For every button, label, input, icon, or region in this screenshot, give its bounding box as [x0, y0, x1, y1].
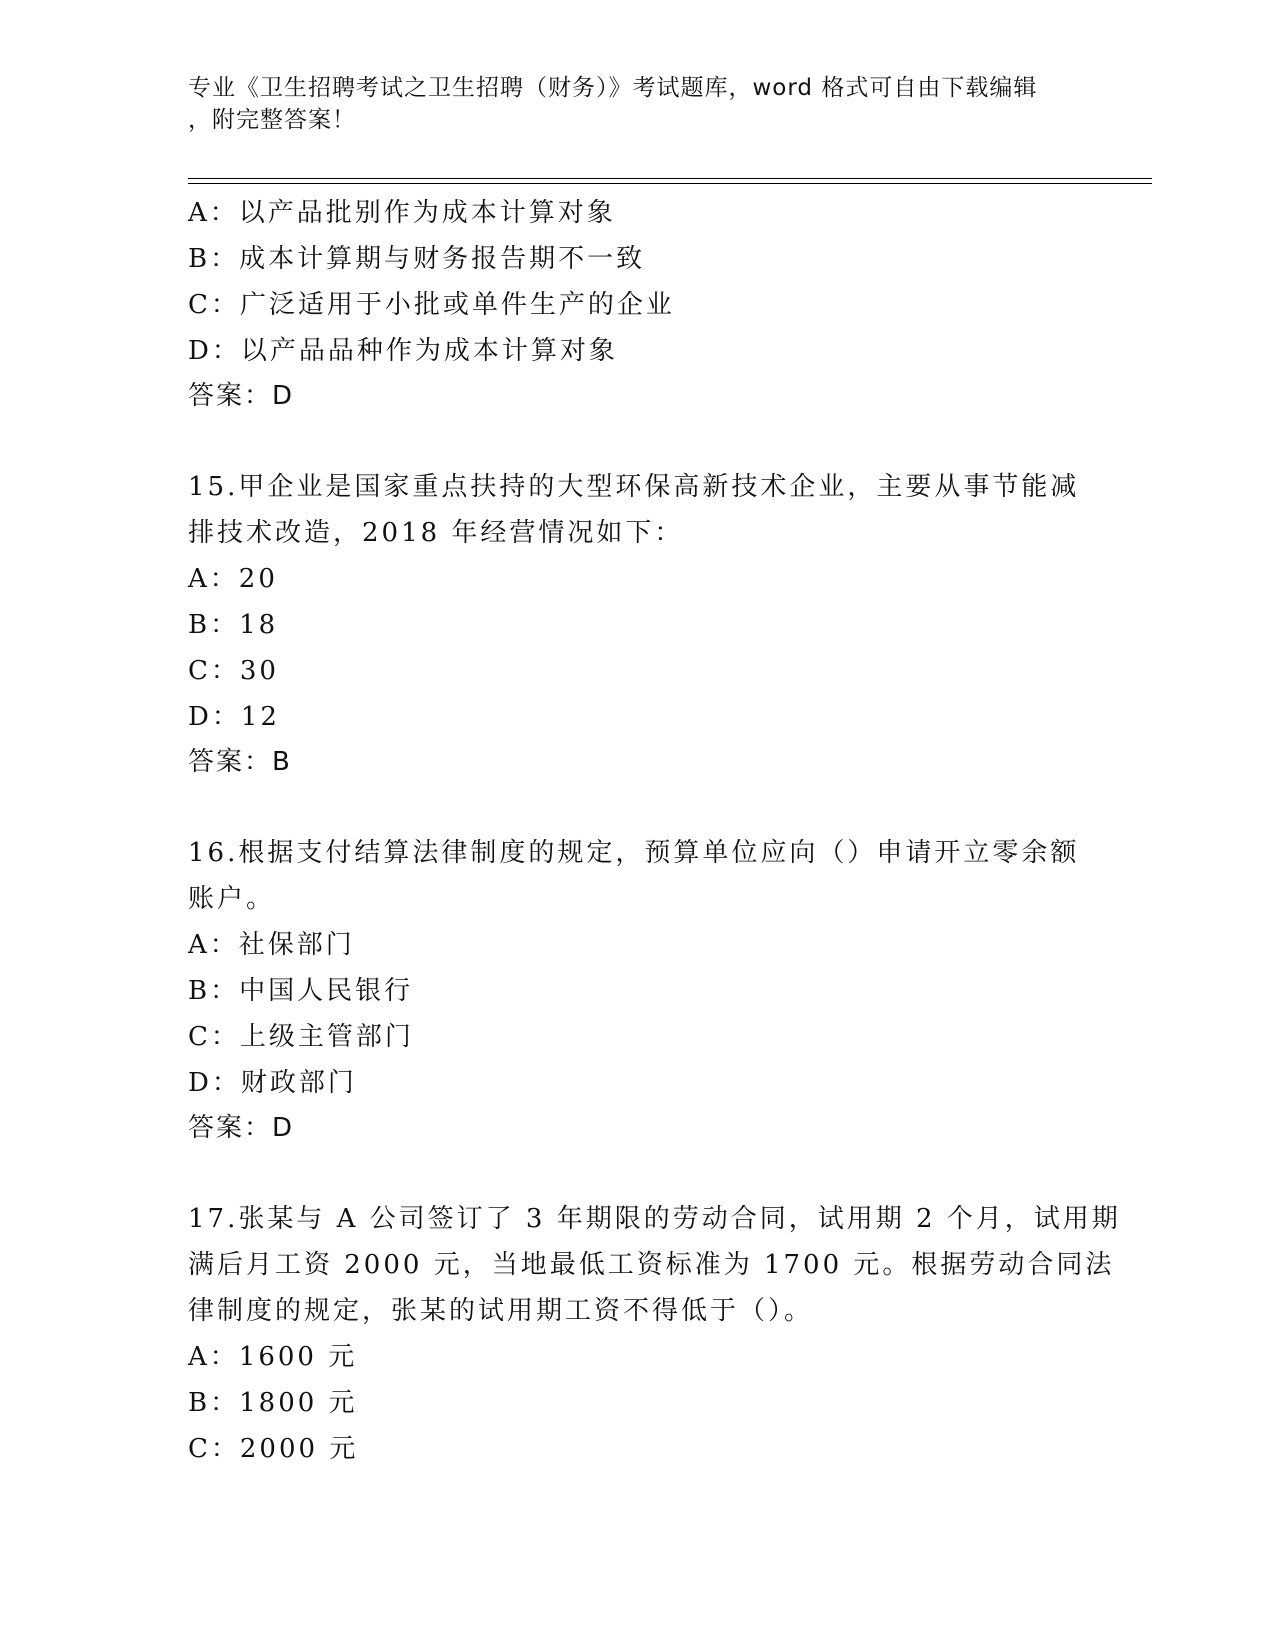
question-stem-line: 17.张某与 A 公司签订了 3 年期限的劳动合同，试用期 2 个月，试用期: [188, 1204, 1121, 1234]
document-header: [188, 72, 1088, 136]
answer: 答案：D: [188, 1113, 295, 1143]
question-16: [188, 830, 1088, 1150]
option-a: A：20: [188, 564, 278, 594]
question-stem-line: 满后月工资 2000 元，当地最低工资标准为 1700 元。根据劳动合同法: [188, 1250, 1115, 1280]
option-d: D：12: [188, 702, 280, 732]
question-stem-line: 15.甲企业是国家重点扶持的大型环保高新技术企业，主要从事节能减: [188, 472, 1080, 502]
question-stem-line: 排技术改造，2018 年经营情况如下：: [188, 518, 684, 548]
option-b: B：18: [188, 610, 279, 640]
question-stem-line: 律制度的规定，张某的试用期工资不得低于（）。: [188, 1296, 814, 1326]
option-d: D：财政部门: [188, 1068, 357, 1098]
option-b: B：1800 元: [188, 1388, 358, 1418]
question-stem-line: 账户。: [188, 884, 276, 914]
option-c: C：2000 元: [188, 1434, 359, 1464]
option-c: C：广泛适用于小批或单件生产的企业: [188, 290, 675, 320]
option-b: B：成本计算期与财务报告期不一致: [188, 244, 646, 274]
question-15: [188, 464, 1088, 784]
option-b: B：中国人民银行: [188, 976, 414, 1006]
answer: 答案：D: [188, 381, 295, 411]
question-list: [188, 190, 1121, 1472]
header-line-2: ，附完整答案！: [188, 107, 356, 133]
question-14: [188, 190, 1088, 418]
header-divider-bottom: [188, 183, 1152, 184]
option-a: A：1600 元: [188, 1342, 358, 1372]
header-divider-top: [188, 178, 1152, 179]
spacer: [188, 1150, 1088, 1196]
option-c: C：上级主管部门: [188, 1022, 414, 1052]
question-stem-line: 16.根据支付结算法律制度的规定，预算单位应向（）申请开立零余额: [188, 838, 1080, 868]
answer: 答案：B: [188, 747, 292, 777]
option-a: A：社保部门: [188, 930, 355, 960]
option-a: A：以产品批别作为成本计算对象: [188, 198, 616, 228]
question-17: [188, 1196, 1121, 1472]
spacer: [188, 784, 1088, 830]
header-line-1: 专业《卫生招聘考试之卫生招聘（财务）》考试题库，word 格式可自由下载编辑: [188, 75, 1038, 101]
option-c: C：30: [188, 656, 279, 686]
spacer: [188, 418, 1088, 464]
option-d: D：以产品品种作为成本计算对象: [188, 336, 618, 366]
